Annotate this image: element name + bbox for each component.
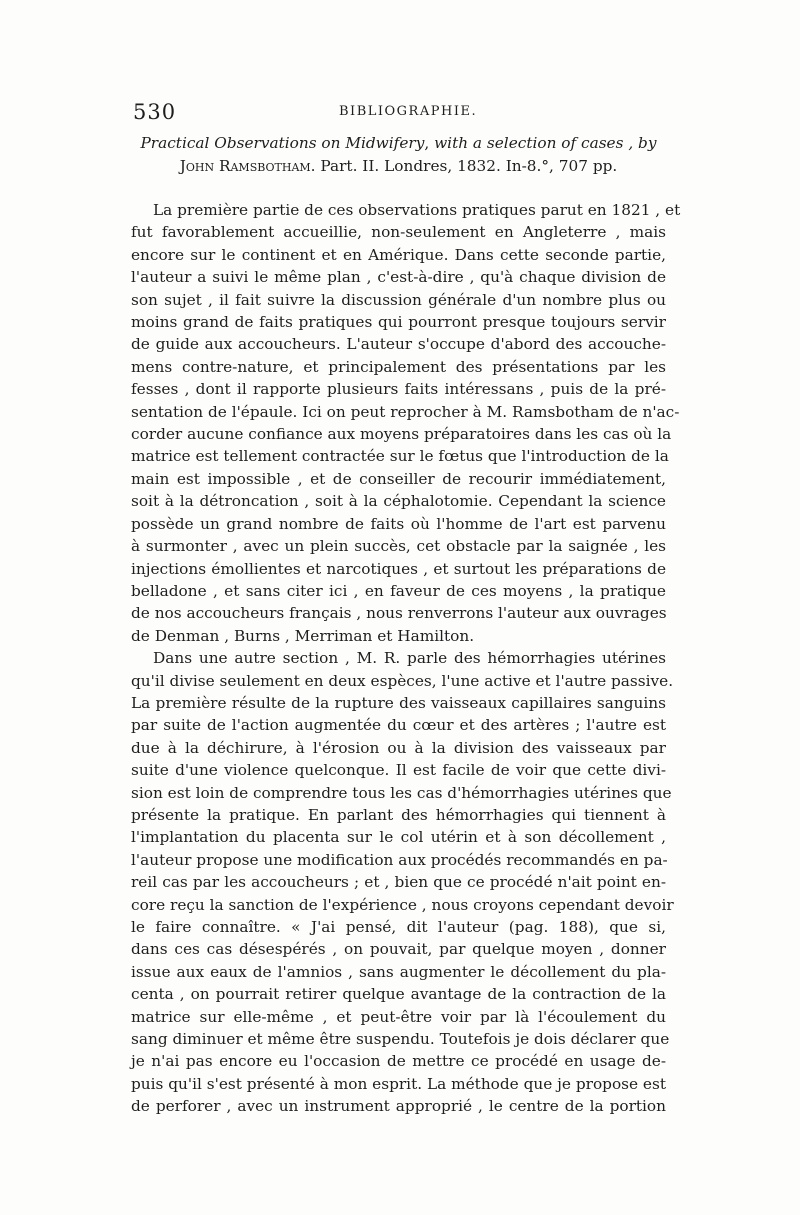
- running-head: [131, 100, 666, 130]
- book-title-connector: ,: [424, 134, 435, 152]
- page-number: 530: [133, 100, 177, 124]
- text-line: matrice est tellement contractée sur le fœtus que l'introduction de la: [131, 447, 669, 466]
- book-details: . Part. II. Londres, 1832. In-8.°, 707 pp.: [310, 157, 618, 175]
- text-line: mens contre-nature, et principalement des présentations par les: [131, 357, 666, 376]
- text-line: de nos accoucheurs français , nous renverrons l'auteur aux ouvrages: [131, 604, 667, 623]
- text-line: le faire connaître. « J'ai pensé, dit l'auteur (pag. 188), que si,: [131, 918, 666, 936]
- text-line: à surmonter , avec un plein succès, cet obstacle par la saignée , les: [131, 537, 666, 556]
- text-line: suite d'une violence quelconque. Il est facile de voir que cette divi-: [131, 761, 666, 780]
- text-line: sentation de l'épaule. Ici on peut reprocher à M. Ramsbotham de n'ac-: [131, 402, 680, 421]
- paragraph: [131, 199, 681, 647]
- body-text: [131, 199, 681, 1118]
- text-line: l'auteur propose une modification aux procédés recommandés en pa-: [131, 850, 668, 869]
- text-line: moins grand de faits pratiques qui pourront presque toujours servir: [131, 313, 666, 332]
- text-line: fesses , dont il rapporte plusieurs faits intéressans , puis de la pré-: [131, 380, 666, 399]
- text-line: dans ces cas désespérés , on pouvait, par quelque moyen , donner: [131, 940, 666, 959]
- text-line: sang diminuer et même être suspendu. Toutefois je dois déclarer que: [131, 1030, 670, 1049]
- text-line: La première partie de ces observations pratiques parut en 1821 , et: [153, 201, 681, 219]
- text-line: son sujet , il fait suivre la discussion générale d'un nombre plus ou: [131, 290, 666, 309]
- text-line: de perforer , avec un instrument approprié , le centre de la portion: [131, 1097, 666, 1116]
- text-line: par suite de l'action augmentée du cœur et des artères ; l'autre est: [131, 716, 666, 735]
- text-line: fut favorablement accueillie, non-seulement en Angleterre , mais: [131, 223, 666, 242]
- text-line: core reçu la sanction de l'expérience , nous croyons cependant devoir: [131, 895, 674, 914]
- text-line: je n'ai pas encore eu l'occasion de mettre ce procédé en usage de-: [131, 1052, 666, 1071]
- text-line: injections émollientes et narcotiques , et surtout les préparations de: [131, 559, 666, 578]
- text-line: encore sur le continent et en Amérique. Dans cette seconde partie,: [131, 245, 666, 264]
- book-title: [131, 132, 666, 178]
- text-line: possède un grand nombre de faits où l'homme de l'art est parvenu: [131, 514, 666, 533]
- text-line: sion est loin de comprendre tous les cas d'hémorrhagies utérines que: [131, 783, 672, 802]
- text-line: qu'il divise seulement en deux espèces, l'une active et l'autre passive.: [131, 671, 674, 690]
- text-line: matrice sur elle-même , et peut-être voir par là l'écoulement du: [131, 1007, 666, 1026]
- text-line: reil cas par les accoucheurs ; et , bien que ce procédé n'ait point en-: [131, 873, 666, 892]
- text-line: main est impossible , et de conseiller de recourir immédiatement,: [131, 469, 666, 488]
- text-line: présente la pratique. En parlant des hémorrhagies qui tiennent à: [131, 805, 666, 824]
- text-line: l'auteur a suivi le même plan , c'est-à-dire , qu'à chaque division de: [131, 268, 666, 287]
- text-line: due à la déchirure, à l'érosion ou à la division des vaisseaux par: [131, 738, 666, 757]
- text-line: corder aucune confiance aux moyens préparatoires dans les cas où la: [131, 425, 672, 444]
- book-author: John Ramsbotham: [179, 157, 311, 175]
- text-line: centa , on pourrait retirer quelque avantage de la contraction de la: [131, 985, 666, 1004]
- text-line: de Denman , Burns , Merriman et Hamilton.: [131, 626, 475, 645]
- paragraph: [131, 647, 674, 1118]
- text-line: belladone , et sans citer ici , en faveur de ces moyens , la pratique: [131, 581, 666, 600]
- text-line: l'implantation du placenta sur le col utérin et à son décollement ,: [131, 828, 666, 847]
- text-line: Dans une autre section , M. R. parle des hémorrhagies utérines: [153, 649, 666, 668]
- text-line: puis qu'il s'est présenté à mon esprit. La méthode que je propose est: [131, 1074, 666, 1093]
- running-title: BIBLIOGRAPHIE.: [339, 104, 478, 119]
- text-line: soit à la détroncation , soit à la céphalotomie. Cependant la science: [131, 492, 666, 511]
- book-subtitle-italic: with a selection of cases , by: [434, 134, 657, 152]
- text-line: La première résulte de la rupture des vaisseaux capillaires sanguins: [131, 693, 666, 712]
- text-line: de guide aux accoucheurs. L'auteur s'occupe d'abord des accouche-: [131, 335, 666, 354]
- document-page: [131, 100, 681, 1118]
- book-title-italic: Practical Observations on Midwifery: [140, 134, 425, 152]
- text-line: issue aux eaux de l'amnios , sans augmenter le décollement du pla-: [131, 962, 666, 981]
